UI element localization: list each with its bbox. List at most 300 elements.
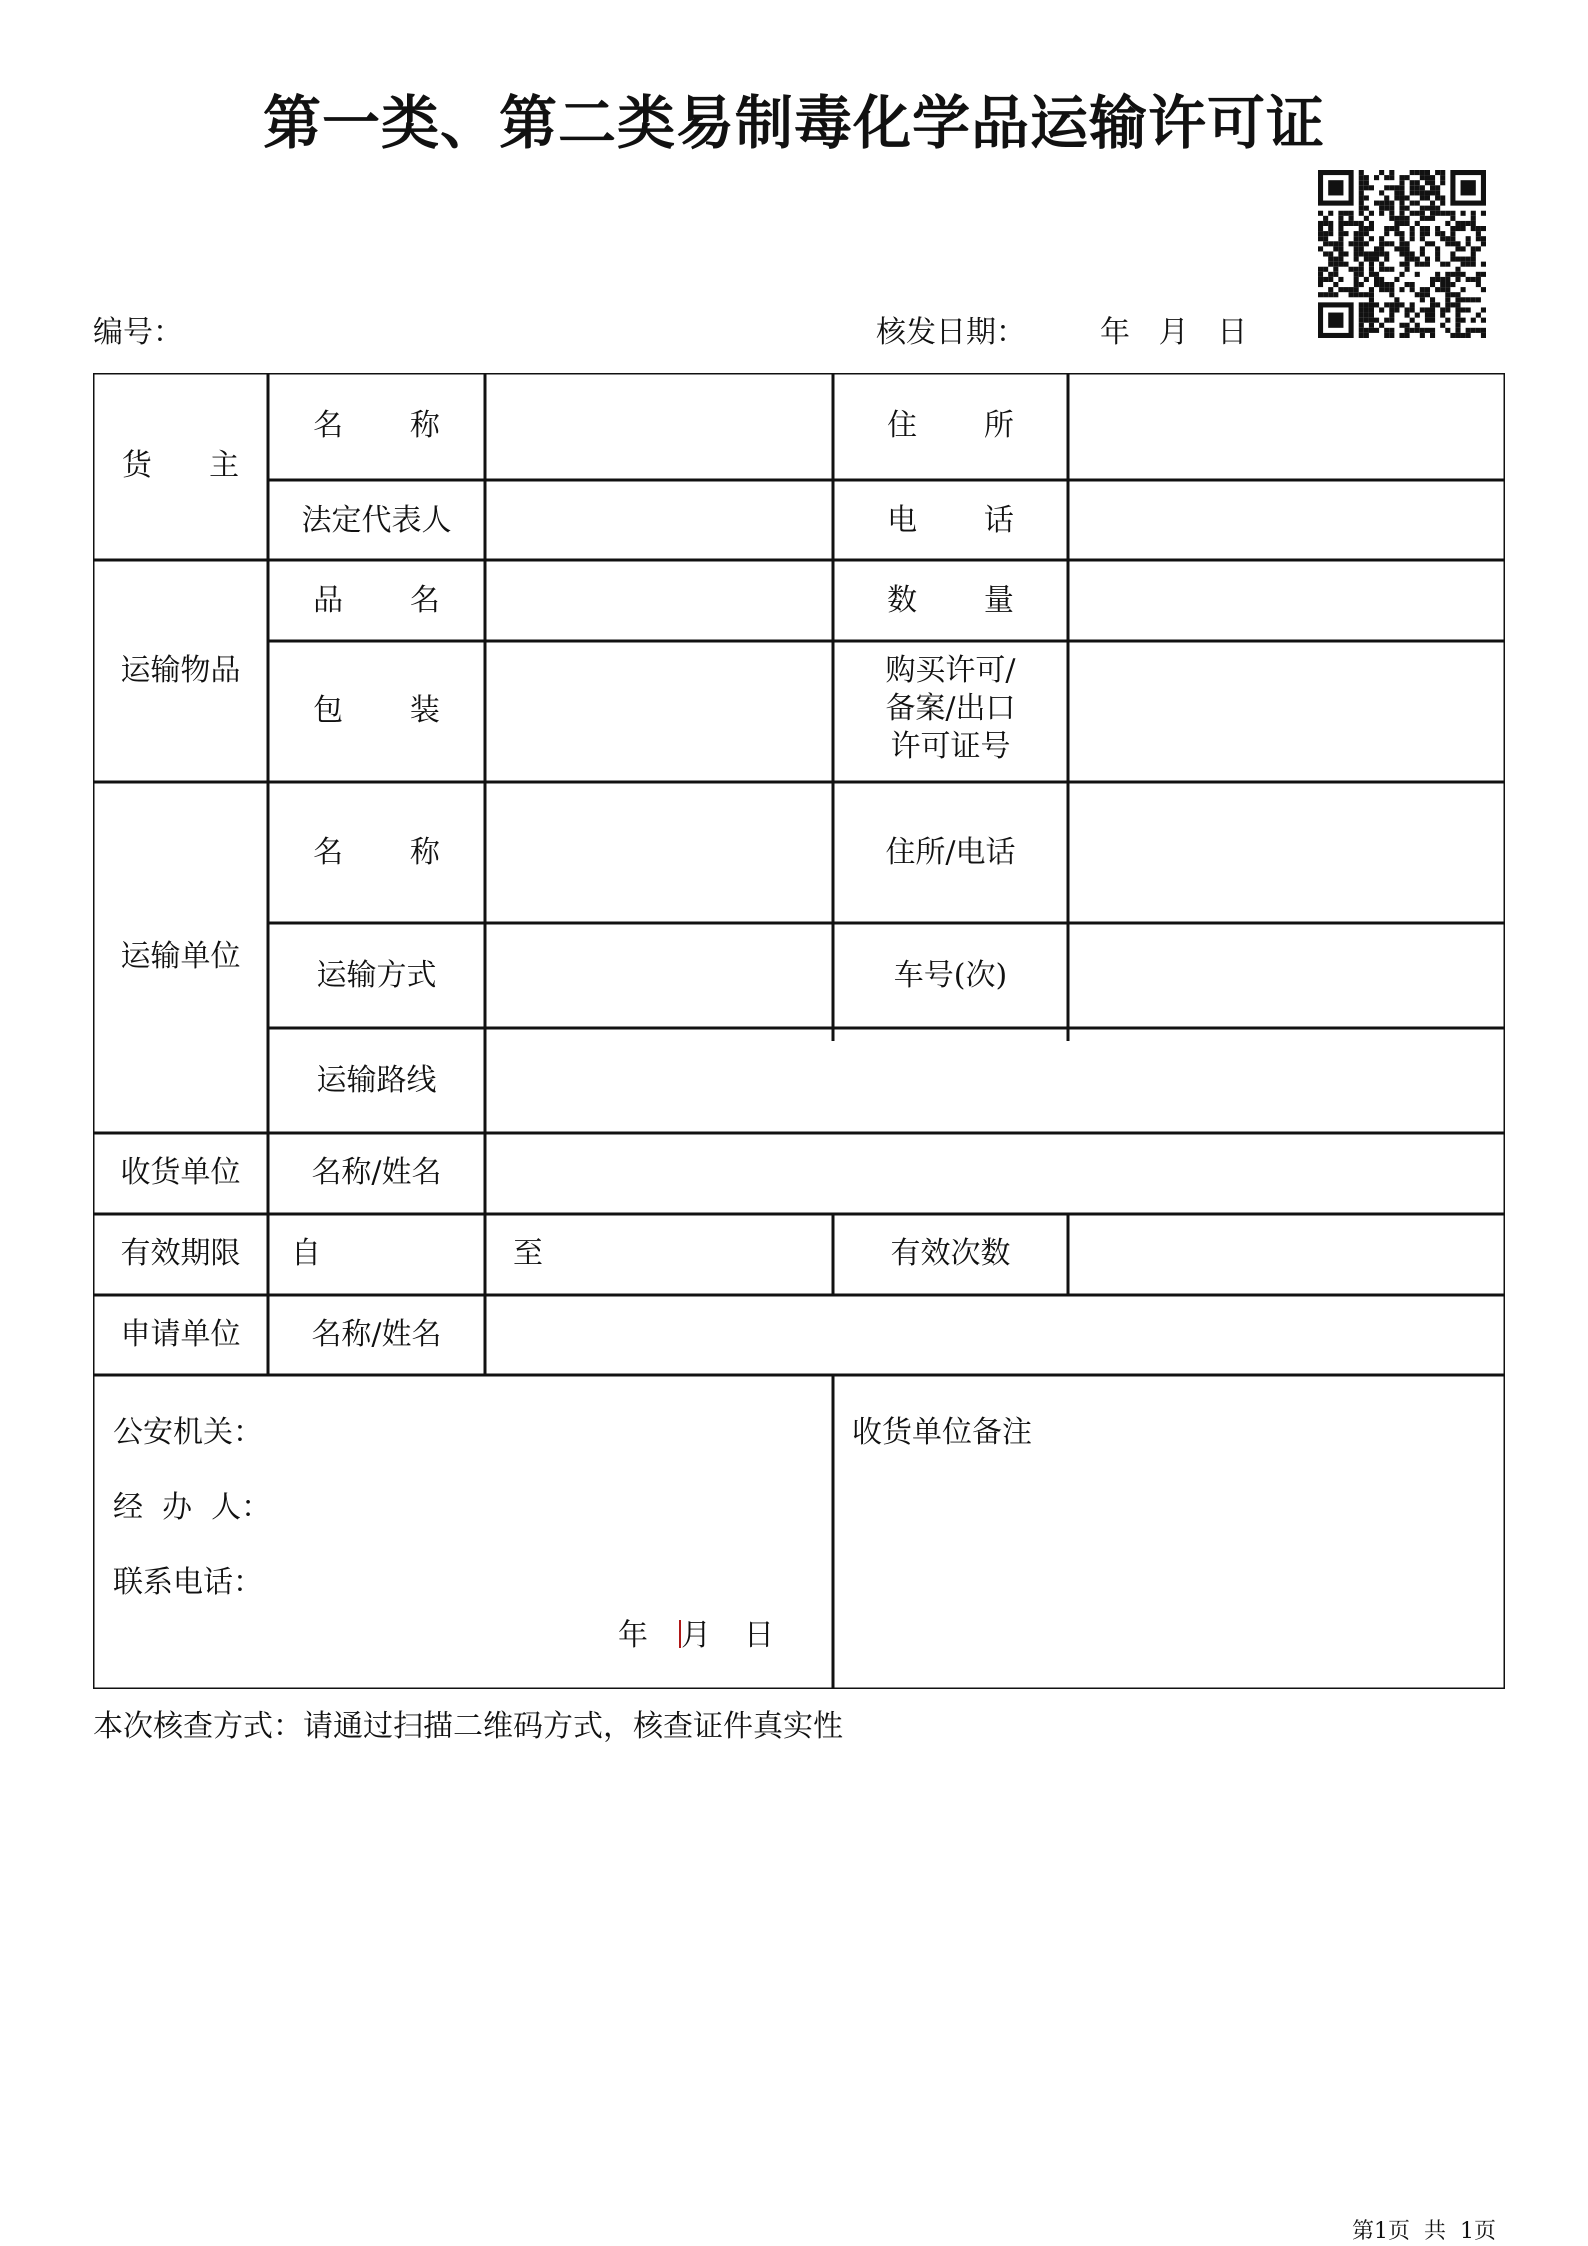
qr-module (1338, 231, 1343, 236)
qr-module (1394, 185, 1399, 190)
qr-module (1481, 272, 1486, 277)
qr-module (1476, 328, 1481, 333)
qr-module (1323, 251, 1328, 256)
qr-module (1364, 307, 1369, 312)
qr-module (1359, 328, 1364, 333)
qr-module (1430, 333, 1435, 338)
qr-module (1455, 302, 1460, 307)
qr-module (1425, 241, 1430, 246)
qr-module (1379, 267, 1384, 272)
qr-module (1359, 272, 1364, 277)
qr-module (1399, 195, 1404, 200)
qr-module (1364, 226, 1369, 231)
qr-module (1359, 231, 1364, 236)
qr-module (1359, 236, 1364, 241)
qr-module (1471, 246, 1476, 251)
qr-module (1364, 216, 1369, 221)
qr-module (1461, 272, 1466, 277)
qr-module (1354, 236, 1359, 241)
qr-module (1318, 267, 1323, 272)
qr-module (1476, 246, 1481, 251)
applicant-name-label: 名称/姓名 (311, 1317, 442, 1352)
qr-module (1379, 287, 1384, 292)
owner-legal-rep-label: 法定代表人 (301, 503, 452, 538)
qr-module (1333, 246, 1338, 251)
qr-module (1384, 287, 1389, 292)
qr-module (1369, 302, 1374, 307)
qr-module (1369, 221, 1374, 226)
transport-route-label: 运输路线 (316, 1063, 437, 1098)
qr-module (1389, 211, 1394, 216)
qr-module (1450, 216, 1455, 221)
qr-module (1471, 318, 1476, 323)
qr-module (1415, 185, 1420, 190)
qr-module (1379, 211, 1384, 216)
qr-module (1461, 307, 1466, 312)
qr-module (1440, 195, 1445, 200)
qr-module (1379, 277, 1384, 282)
qr-module (1374, 302, 1379, 307)
authority-date-month-mark-icon (679, 1620, 693, 1648)
qr-module (1420, 226, 1425, 231)
qr-module (1349, 211, 1354, 216)
qr-module (1349, 216, 1354, 221)
qr-module (1384, 318, 1389, 323)
qr-module (1364, 241, 1369, 246)
qr-module (1435, 190, 1440, 195)
qr-module (1405, 241, 1410, 246)
qr-module (1394, 221, 1399, 226)
qr-module (1333, 282, 1338, 287)
qr-module (1445, 211, 1450, 216)
qr-module (1430, 190, 1435, 195)
qr-module (1359, 292, 1364, 297)
owner-phone-label: 电 话 (887, 503, 1014, 538)
qr-module (1476, 231, 1481, 236)
qr-module (1364, 175, 1369, 180)
qr-module (1425, 195, 1430, 200)
qr-module (1471, 226, 1476, 231)
qr-module (1415, 313, 1420, 318)
qr-module (1394, 231, 1399, 236)
qr-module (1476, 313, 1481, 318)
qr-module (1379, 307, 1384, 312)
qr-module (1425, 216, 1430, 221)
qr-module (1415, 257, 1420, 262)
qr-module (1410, 318, 1415, 323)
qr-module (1379, 282, 1384, 287)
qr-module (1354, 241, 1359, 246)
qr-module (1328, 277, 1333, 282)
qr-module (1455, 313, 1460, 318)
qr-module (1415, 170, 1420, 175)
qr-module (1466, 297, 1471, 302)
validity-from-label: 自 (291, 1236, 321, 1271)
qr-module (1369, 262, 1374, 267)
qr-module (1476, 282, 1481, 287)
qr-module (1359, 241, 1364, 246)
qr-module (1379, 251, 1384, 256)
owner-address-label: 住 所 (887, 408, 1014, 443)
qr-module (1318, 231, 1323, 236)
goods-packaging-label: 包 装 (313, 693, 440, 728)
qr-module (1318, 246, 1323, 251)
qr-module (1420, 262, 1425, 267)
qr-module (1455, 318, 1460, 323)
qr-module (1430, 302, 1435, 307)
qr-module (1364, 180, 1369, 185)
qr-module (1364, 185, 1369, 190)
qr-module (1359, 251, 1364, 256)
qr-module (1476, 277, 1481, 282)
qr-module (1369, 272, 1374, 277)
qr-module (1389, 302, 1394, 307)
qr-module (1405, 216, 1410, 221)
qr-module (1410, 231, 1415, 236)
qr-module (1476, 226, 1481, 231)
qr-module (1328, 292, 1333, 297)
qr-module (1430, 201, 1435, 206)
owner-name-label: 名 称 (313, 408, 440, 443)
qr-module (1349, 287, 1354, 292)
qr-module (1420, 185, 1425, 190)
qr-module (1481, 236, 1486, 241)
qr-module (1476, 272, 1481, 277)
qr-module (1394, 216, 1399, 221)
vehicle-number-label: 车号(次) (893, 958, 1008, 993)
qr-module (1399, 175, 1404, 180)
qr-module (1450, 333, 1455, 338)
qr-module (1354, 287, 1359, 292)
qr-module (1364, 251, 1369, 256)
qr-module (1343, 262, 1348, 267)
goods-license-label-line2: 备案/出口 (885, 691, 1016, 726)
qr-module (1410, 201, 1415, 206)
qr-module (1415, 180, 1420, 185)
goods-license-label-line1: 购买许可/ (885, 653, 1016, 688)
qr-module (1420, 297, 1425, 302)
qr-module (1343, 231, 1348, 236)
validity-times-label: 有效次数 (890, 1236, 1011, 1271)
authority-date-month: 月 (681, 1618, 711, 1653)
qr-module (1420, 287, 1425, 292)
qr-module (1354, 277, 1359, 282)
qr-module (1389, 201, 1394, 206)
qr-module (1399, 333, 1404, 338)
qr-module (1374, 201, 1379, 206)
qr-module (1461, 318, 1466, 323)
qr-module (1476, 297, 1481, 302)
qr-module (1461, 226, 1466, 231)
qr-module (1471, 251, 1476, 256)
qr-module (1445, 328, 1450, 333)
qr-module (1359, 175, 1364, 180)
qr-module (1343, 211, 1348, 216)
qr-module (1364, 318, 1369, 323)
qr-module (1328, 241, 1333, 246)
qr-module (1354, 282, 1359, 287)
qr-module (1399, 216, 1404, 221)
qr-module (1445, 297, 1450, 302)
contact-phone-label: 联系电话： (113, 1565, 263, 1600)
qr-module (1481, 333, 1486, 338)
qr-module (1359, 211, 1364, 216)
qr-module (1318, 221, 1323, 226)
qr-code-icon (1318, 170, 1486, 338)
qr-module (1450, 292, 1455, 297)
qr-module (1394, 195, 1399, 200)
qr-module (1461, 211, 1466, 216)
qr-module (1384, 328, 1389, 333)
qr-module (1379, 241, 1384, 246)
qr-module (1318, 292, 1323, 297)
qr-module (1405, 206, 1410, 211)
qr-module (1389, 333, 1394, 338)
qr-module (1420, 206, 1425, 211)
qr-module (1435, 206, 1440, 211)
qr-module (1389, 185, 1394, 190)
qr-finder-bottom-left-center (1328, 313, 1343, 328)
qr-module (1450, 236, 1455, 241)
handler-label: 经 办 人： (113, 1490, 272, 1525)
qr-module (1410, 170, 1415, 175)
qr-module (1374, 246, 1379, 251)
qr-module (1445, 236, 1450, 241)
qr-module (1364, 231, 1369, 236)
qr-module (1384, 195, 1389, 200)
qr-module (1455, 328, 1460, 333)
qr-module (1384, 231, 1389, 236)
authority-date-day: 日 (744, 1618, 774, 1653)
qr-module (1349, 241, 1354, 246)
qr-module (1481, 318, 1486, 323)
qr-module (1440, 231, 1445, 236)
qr-module (1450, 282, 1455, 287)
qr-module (1394, 297, 1399, 302)
qr-module (1389, 267, 1394, 272)
qr-module (1384, 333, 1389, 338)
qr-module (1471, 216, 1476, 221)
transport-unit-name-label: 名 称 (313, 835, 440, 870)
qr-module (1466, 277, 1471, 282)
qr-module (1455, 292, 1460, 297)
qr-module (1359, 313, 1364, 318)
qr-module (1364, 292, 1369, 297)
qr-module (1405, 267, 1410, 272)
qr-module (1384, 257, 1389, 262)
qr-module (1450, 241, 1455, 246)
qr-module (1425, 170, 1430, 175)
qr-module (1399, 236, 1404, 241)
qr-module (1445, 307, 1450, 312)
qr-module (1435, 257, 1440, 262)
qr-module (1359, 262, 1364, 267)
qr-module (1399, 272, 1404, 277)
qr-module (1466, 262, 1471, 267)
qr-module (1389, 175, 1394, 180)
qr-module (1415, 262, 1420, 267)
qr-module (1364, 313, 1369, 318)
qr-module (1450, 302, 1455, 307)
qr-module (1420, 190, 1425, 195)
qr-module (1410, 190, 1415, 195)
qr-module (1471, 211, 1476, 216)
qr-module (1461, 287, 1466, 292)
qr-module (1399, 251, 1404, 256)
verification-note: 本次核查方式：请通过扫描二维码方式，核查证件真实性 (93, 1709, 843, 1744)
qr-module (1405, 221, 1410, 226)
qr-module (1338, 216, 1343, 221)
qr-module (1359, 246, 1364, 251)
qr-module (1440, 287, 1445, 292)
qr-module (1415, 221, 1420, 226)
qr-module (1440, 180, 1445, 185)
qr-module (1430, 282, 1435, 287)
qr-module (1399, 231, 1404, 236)
qr-module (1455, 246, 1460, 251)
qr-module (1455, 277, 1460, 282)
qr-module (1333, 272, 1338, 277)
qr-module (1481, 262, 1486, 267)
qr-module (1349, 292, 1354, 297)
qr-module (1420, 216, 1425, 221)
qr-module (1338, 221, 1343, 226)
qr-module (1466, 333, 1471, 338)
qr-module (1318, 226, 1323, 231)
qr-module (1430, 175, 1435, 180)
qr-module (1410, 307, 1415, 312)
qr-module (1333, 267, 1338, 272)
qr-module (1410, 328, 1415, 333)
qr-module (1323, 221, 1328, 226)
qr-module (1435, 195, 1440, 200)
qr-module (1369, 257, 1374, 262)
qr-module (1440, 262, 1445, 267)
qr-module (1430, 318, 1435, 323)
qr-module (1349, 267, 1354, 272)
qr-module (1435, 287, 1440, 292)
qr-module (1354, 246, 1359, 251)
qr-module (1420, 333, 1425, 338)
qr-module (1359, 180, 1364, 185)
qr-module (1450, 226, 1455, 231)
qr-module (1318, 272, 1323, 277)
qr-module (1455, 267, 1460, 272)
qr-module (1389, 287, 1394, 292)
qr-module (1323, 216, 1328, 221)
qr-module (1394, 246, 1399, 251)
qr-module (1440, 277, 1445, 282)
number-label: 编号： (93, 315, 183, 350)
qr-module (1455, 221, 1460, 226)
qr-module (1369, 287, 1374, 292)
qr-module (1425, 313, 1430, 318)
qr-module (1359, 226, 1364, 231)
qr-module (1343, 221, 1348, 226)
qr-module (1399, 323, 1404, 328)
transport-mode-label: 运输方式 (316, 958, 437, 993)
qr-module (1440, 307, 1445, 312)
qr-module (1415, 201, 1420, 206)
qr-module (1369, 292, 1374, 297)
qr-module (1379, 323, 1384, 328)
qr-module (1384, 226, 1389, 231)
qr-module (1384, 185, 1389, 190)
qr-module (1435, 246, 1440, 251)
qr-module (1461, 262, 1466, 267)
qr-module (1399, 262, 1404, 267)
qr-module (1394, 226, 1399, 231)
qr-module (1359, 302, 1364, 307)
qr-module (1374, 328, 1379, 333)
qr-module (1420, 236, 1425, 241)
qr-module (1369, 307, 1374, 312)
qr-module (1450, 251, 1455, 256)
qr-module (1338, 226, 1343, 231)
document-title: 第一类、第二类易制毒化学品运输许可证 (262, 89, 1325, 157)
qr-module (1359, 333, 1364, 338)
qr-module (1425, 262, 1430, 267)
qr-module (1435, 277, 1440, 282)
qr-module (1445, 277, 1450, 282)
qr-module (1328, 262, 1333, 267)
qr-module (1405, 195, 1410, 200)
qr-module (1369, 236, 1374, 241)
qr-module (1369, 297, 1374, 302)
qr-module (1389, 170, 1394, 175)
qr-module (1374, 257, 1379, 262)
qr-module (1399, 241, 1404, 246)
qr-module (1450, 211, 1455, 216)
qr-module (1476, 236, 1481, 241)
qr-module (1415, 328, 1420, 333)
issue-date-value: 年 月 日 (1100, 315, 1248, 350)
qr-module (1455, 226, 1460, 231)
qr-module (1328, 287, 1333, 292)
applicant-group-label: 申请单位 (120, 1317, 241, 1352)
qr-module (1364, 333, 1369, 338)
qr-module (1440, 175, 1445, 180)
qr-module (1354, 251, 1359, 256)
qr-module (1430, 216, 1435, 221)
qr-module (1445, 318, 1450, 323)
qr-module (1364, 257, 1369, 262)
qr-finder-top-left-center (1328, 180, 1343, 195)
qr-module (1440, 236, 1445, 241)
qr-module (1338, 277, 1343, 282)
qr-module (1389, 282, 1394, 287)
qr-module (1471, 221, 1476, 226)
qr-module (1455, 323, 1460, 328)
qr-module (1455, 333, 1460, 338)
qr-module (1369, 251, 1374, 256)
qr-module (1410, 287, 1415, 292)
page-number: 第1页 共 1页 (1352, 2219, 1496, 2244)
qr-module (1369, 323, 1374, 328)
qr-module (1481, 226, 1486, 231)
qr-module (1359, 195, 1364, 200)
qr-module (1338, 287, 1343, 292)
qr-module (1374, 251, 1379, 256)
qr-module (1338, 241, 1343, 246)
qr-module (1359, 318, 1364, 323)
qr-module (1466, 221, 1471, 226)
qr-module (1394, 190, 1399, 195)
qr-module (1445, 302, 1450, 307)
qr-module (1415, 211, 1420, 216)
qr-module (1328, 251, 1333, 256)
qr-module (1389, 226, 1394, 231)
